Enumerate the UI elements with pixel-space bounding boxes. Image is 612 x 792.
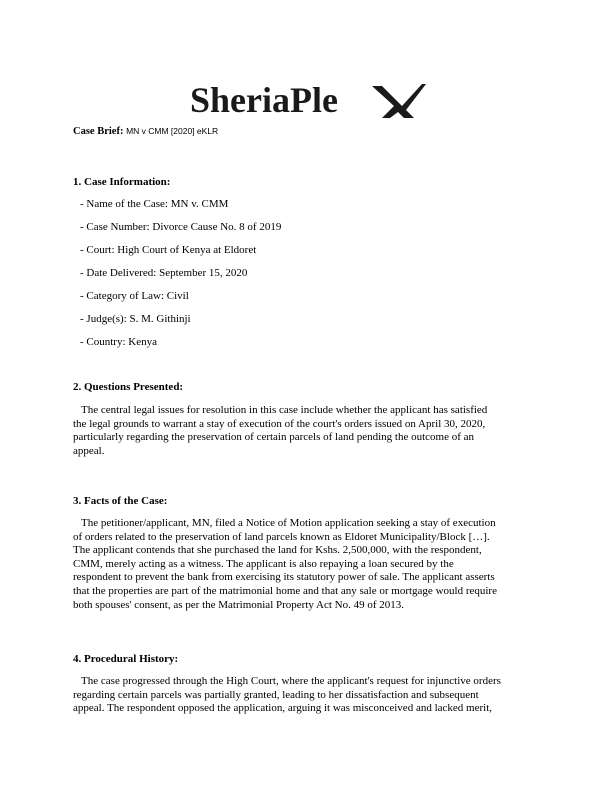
paragraph-line: The central legal issues for resolution in this case include whether the applicant has satisfied	[73, 404, 488, 416]
section-heading-procedural-history: 4. Procedural History:	[73, 653, 179, 665]
case-brief-reference: MN v CMM [2020] eKLR	[126, 126, 219, 136]
paragraph-line: appeal.	[73, 444, 105, 457]
case-info-item: - Judge(s): S. M. Githinji	[80, 313, 191, 325]
paragraph-line: The petitioner/applicant, MN, filed a Notice of Motion application seeking a stay of execution	[73, 517, 496, 529]
logo-graphic	[186, 76, 426, 122]
case-info-item: - Case Number: Divorce Cause No. 8 of 2019	[80, 221, 282, 233]
paragraph-line: CMM, merely acting as a witness. The applicant is also repaying a loan secured by the	[73, 557, 454, 570]
case-info-item: - Court: High Court of Kenya at Eldoret	[80, 244, 257, 256]
paragraph-line: the legal grounds to warrant a stay of execution of the court's orders issued on April 30, 2020,	[73, 417, 486, 430]
paragraph-line: regarding certain parcels was partially granted, leading to her dissatisfaction and subsequent	[73, 688, 479, 701]
paragraph-line: The case progressed through the High Court, where the applicant's request for injunctive orders	[73, 675, 501, 687]
paragraph-line: appeal. The respondent opposed the application, arguing it was misconceived and lacked merit,	[73, 702, 492, 715]
case-info-item: - Category of Law: Civil	[80, 290, 189, 302]
facts-paragraph	[73, 517, 543, 612]
paragraph-line: The applicant contends that she purchased the land for Kshs. 2,500,000, with the respondent,	[73, 544, 482, 557]
case-info-item: - Name of the Case: MN v. CMM	[80, 198, 229, 210]
paragraph-line: particularly regarding the preservation of certain parcels of land pending the outcome of an	[73, 431, 475, 444]
case-info-item: - Country: Kenya	[80, 336, 157, 348]
sheriaplex-logo	[0, 76, 612, 122]
logo-x-letter: X	[186, 76, 187, 77]
case-info-item: - Date Delivered: September 15, 2020	[80, 267, 248, 279]
section-heading-facts: 3. Facts of the Case:	[73, 495, 168, 507]
section-heading-case-information: 1. Case Information:	[73, 176, 171, 188]
section-heading-questions-presented: 2. Questions Presented:	[73, 381, 184, 393]
paragraph-line: that the properties are part of the matrimonial home and that any sale or mortgage would require	[73, 584, 497, 597]
case-brief-line	[73, 126, 218, 137]
logo-wordmark: SheriaPle	[190, 80, 338, 120]
paragraph-line: both spouses' consent, as per the Matrimonial Property Act No. 49 of 2013.	[73, 598, 405, 611]
case-brief-label: Case Brief:	[73, 126, 124, 137]
questions-paragraph	[73, 404, 543, 458]
paragraph-line: respondent to prevent the bank from exercising its statutory power of sale. The applicant asserts	[73, 571, 495, 584]
history-paragraph	[73, 675, 543, 716]
paragraph-line: of orders related to the preservation of land parcels known as Eldoret Municipality/Block […].	[73, 530, 490, 543]
